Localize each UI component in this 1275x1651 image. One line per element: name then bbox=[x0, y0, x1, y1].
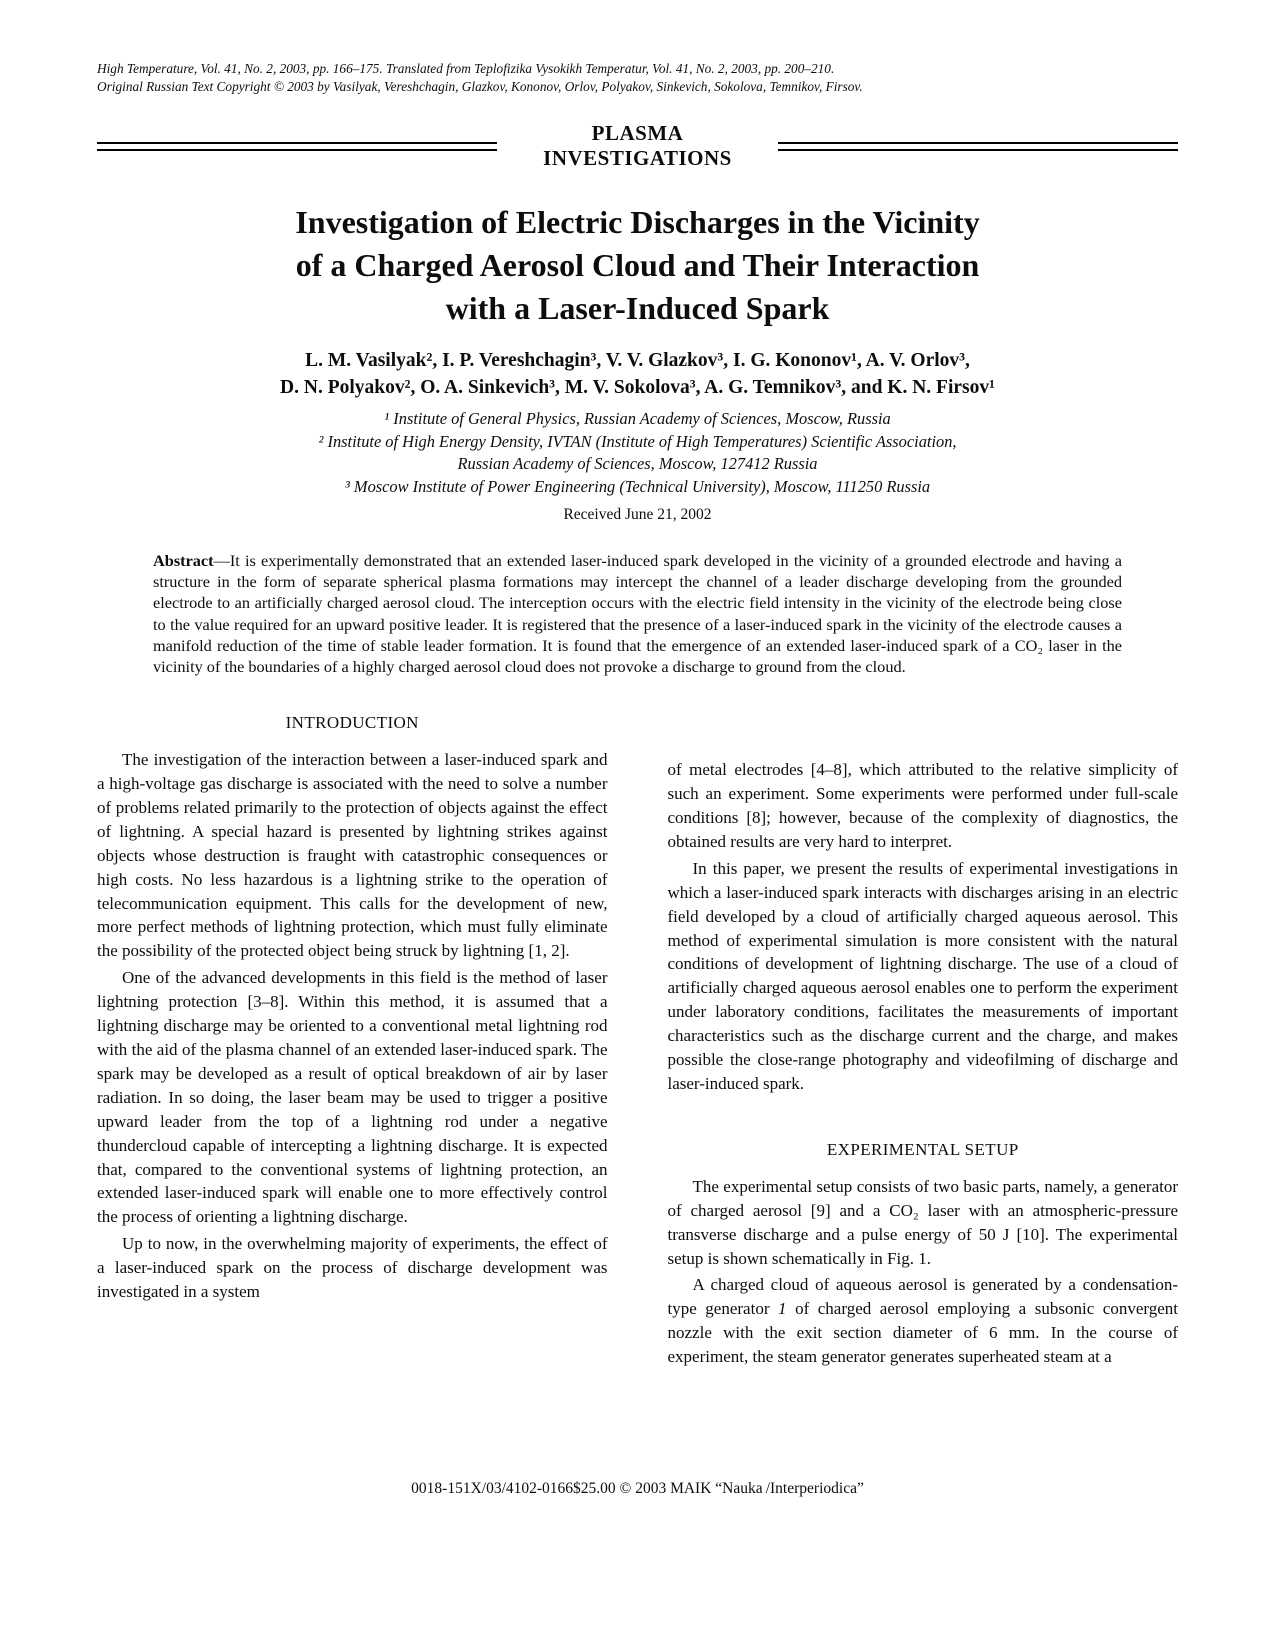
section-label bbox=[497, 121, 778, 171]
setup-paragraph-2 bbox=[668, 1273, 1179, 1369]
section-rule-right bbox=[778, 142, 1178, 151]
intro-paragraph-3-continued: of metal electrodes [4–8], which attributed to the relative simplicity of such an experiment. Some experiments were performed under full-scale conditions [8]; however, because of the complexity of diagnostics, the obtained results are very hard to interpret. bbox=[667, 760, 1178, 851]
journal-citation-line: High Temperature, Vol. 41, No. 2, 2003, pp. 166–175. Translated from Teplofizika Vysokikh Temperatur, Vol. 41, No. 2, 2003, pp. 200–210. bbox=[97, 61, 835, 76]
figure-callout-number: 1 bbox=[778, 1299, 787, 1319]
affiliations bbox=[97, 408, 1178, 498]
affiliation-2-line2: Russian Academy of Sciences, Moscow, 127412 Russia bbox=[457, 454, 818, 473]
section-label-line1: PLASMA bbox=[591, 121, 684, 145]
abstract bbox=[153, 550, 1122, 677]
section-rule-left bbox=[97, 142, 497, 151]
section-banner bbox=[97, 121, 1178, 171]
author-list-line2: D. N. Polyakov², O. A. Sinkevich³, M. V. Sokolova³, A. G. Temnikov³, and K. N. Firsov¹ bbox=[280, 377, 995, 398]
intro-paragraph-2: One of the advanced developments in this field is the method of laser lightning protection [3–8]. Within this method, it is assumed that a lightning discharge may be oriented to a conventional metal lightning rod with the aid of the plasma channel of an extended laser-induced spark. The spark may be developed as a result of optical breakdown of air by laser radiation. In so doing, the laser beam may be used to trigger a positive upward leader from the top of a lightning rod under a negative thundercloud capable of intercepting a lightning discharge. It is expected that, compared to the conventional systems of lightning protection, an extended laser-induced spark will enable one to more effectively control the process of orienting a lightning discharge. bbox=[97, 968, 608, 1227]
paper-title-line2: of a Charged Aerosol Cloud and Their Interaction bbox=[295, 247, 980, 283]
left-column bbox=[97, 711, 608, 1372]
abstract-text: —It is experimentally demonstrated that an extended laser-induced spark developed in the vicinity of a grounded electrode and having a structure in the form of separate spherical plasma formations may intercept the channel of a leader discharge developing from the grounded electrode to an artificially charged aerosol cloud. The interception occurs with the electric field intensity in the vicinity of the electrode being close to the value required for an upward positive leader. It is registered that the presence of a laser-induced spark in the vicinity of the electrode causes a manifold reduction of the time of stable leader formation. It is found that the emergence of an extended laser-induced spark of a CO₂ laser in the vicinity of the boundaries of a highly charged aerosol cloud does not provoke a discharge to ground from the cloud. bbox=[153, 551, 1122, 677]
setup-paragraph-2-text: A charged cloud of aqueous aerosol is generated by a condensation-type generator bbox=[667, 1275, 1178, 1319]
paper-title-line1: Investigation of Electric Discharges in the Vicinity bbox=[295, 204, 980, 240]
body-columns bbox=[97, 711, 1178, 1372]
paper-title-line3: with a Laser-Induced Spark bbox=[445, 290, 830, 326]
affiliation-1: ¹ Institute of General Physics, Russian Academy of Sciences, Moscow, Russia bbox=[384, 409, 891, 428]
footer-copyright: 0018-151X/03/4102-0166$25.00 © 2003 MAIK “Nauka /Interperiodica” bbox=[411, 1480, 864, 1497]
author-list bbox=[97, 347, 1178, 401]
copyright-line: Original Russian Text Copyright © 2003 by Vasilyak, Vereshchagin, Glazkov, Kononov, Orlov, Polyakov, Sinkevich, Sokolova, Temnikov, Firsov. bbox=[97, 78, 863, 94]
right-column bbox=[668, 711, 1179, 1372]
affiliation-3: ³ Moscow Institute of Power Engineering (Technical University), Moscow, 111250 Russia bbox=[344, 476, 931, 496]
experimental-setup-heading: EXPERIMENTAL SETUP bbox=[826, 1139, 1019, 1159]
abstract-label: Abstract bbox=[153, 551, 214, 570]
paper-title bbox=[97, 201, 1178, 330]
section-label-line2: INVESTIGATIONS bbox=[543, 146, 732, 170]
journal-header bbox=[97, 60, 1178, 95]
setup-paragraph-2-text-continued: of charged aerosol employing a subsonic convergent nozzle with the exit section diameter of 6 mm. In the course of experiment, the steam generator generates superheated steam at a bbox=[667, 1299, 1179, 1367]
received-date: Received June 21, 2002 bbox=[563, 506, 712, 523]
intro-paragraph-4: In this paper, we present the results of experimental investigations in which a laser-induced spark interacts with discharges arising in an electric field developed by a cloud of artificially charged aqueous aerosol. This method of experimental simulation is more consistent with the natural conditions of development of lightning discharge. The use of a cloud of artificially charged aqueous aerosol enables one to perform the experiment under laboratory conditions, facilitates the measurements of important characteristics such as the discharge current and the charge, and makes possible the close-range photography and videofilming of discharge and laser-induced spark. bbox=[667, 858, 1178, 1093]
author-list-line1: L. M. Vasilyak², I. P. Vereshchagin³, V. V. Glazkov³, I. G. Kononov¹, A. V. Orlov³, bbox=[305, 350, 970, 371]
intro-paragraph-3: Up to now, in the overwhelming majority of experiments, the effect of a laser-induced spark on the process of discharge development was investigated in a system bbox=[97, 1234, 608, 1302]
intro-paragraph-1: The investigation of the interaction between a laser-induced spark and a high-voltage gas discharge is associated with the need to solve a number of problems related primarily to the protection of objects against the effect of lightning. A special hazard is presented by lightning strikes against objects whose destruction is fraught with catastrophic consequences or high costs. No less hazardous is a lightning strike to the operation of telecommunication equipment. This calls for the development of new, more perfect methods of lightning protection, which must fully eliminate the possibility of the protected object being struck by lightning [1, 2]. bbox=[97, 750, 608, 961]
setup-paragraph-1: The experimental setup consists of two basic parts, namely, a generator of charged aerosol [9] and a CO₂ laser with an atmospheric-pressure transverse discharge and a pulse energy of 50 J [10]. The experimental setup is shown schematically in Fig. 1. bbox=[667, 1176, 1178, 1268]
introduction-heading: INTRODUCTION bbox=[285, 713, 419, 733]
affiliation-2-line1: ² Institute of High Energy Density, IVTAN (Institute of High Temperatures) Scientific Association, bbox=[318, 431, 957, 451]
